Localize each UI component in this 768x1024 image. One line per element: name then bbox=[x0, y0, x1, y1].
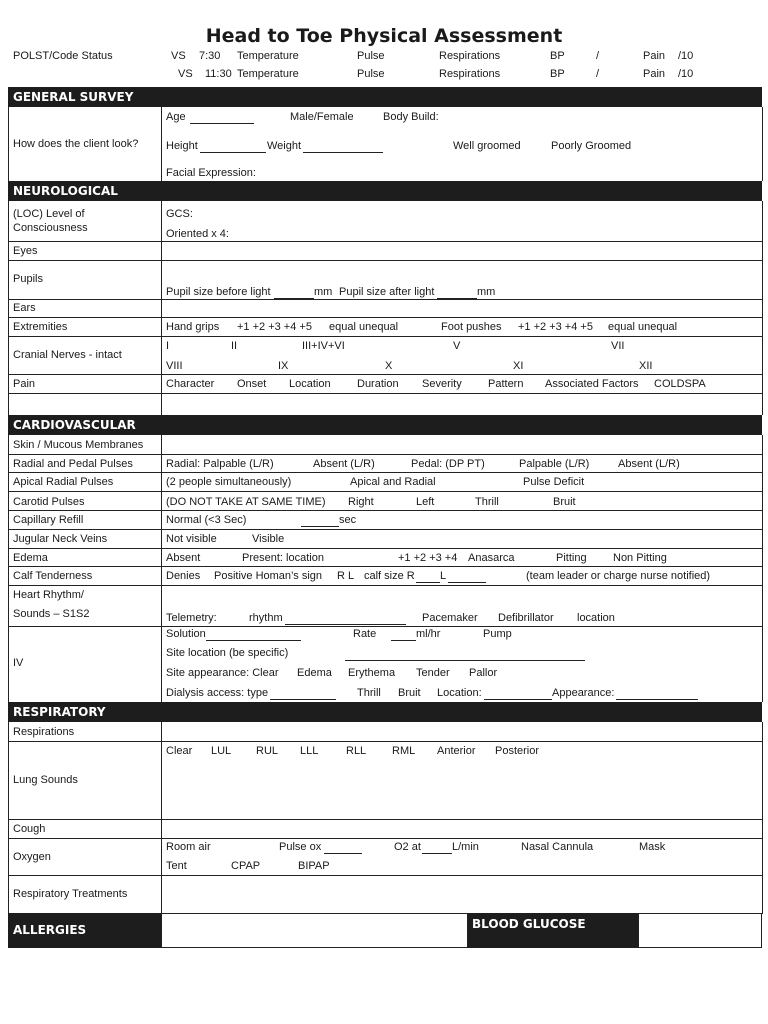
pulse-label: Pulse bbox=[357, 68, 385, 80]
iv-rate-label: Rate bbox=[353, 628, 377, 640]
row-divider bbox=[8, 374, 762, 375]
foot-pushes-equality[interactable]: equal unequal bbox=[608, 321, 678, 333]
row-divider bbox=[8, 626, 762, 627]
jugular-label: Jugular Neck Veins bbox=[13, 533, 108, 545]
table-border bbox=[762, 722, 763, 914]
anasarca-option[interactable]: Anasarca bbox=[468, 552, 515, 564]
polst-label: POLST/Code Status bbox=[13, 50, 113, 62]
site-location-field[interactable] bbox=[345, 660, 585, 661]
temperature-label: Temperature bbox=[237, 50, 299, 62]
dialysis-access-label: Dialysis access: type bbox=[166, 687, 269, 699]
lung-anterior[interactable]: Anterior bbox=[437, 745, 476, 757]
site-appearance-label: Site appearance: Clear bbox=[166, 667, 279, 679]
apical-people: (2 people simultaneously) bbox=[166, 476, 292, 488]
pupil-after-label: Pupil size after light bbox=[339, 286, 435, 298]
respirations-label: Respirations bbox=[439, 50, 501, 62]
site-location-label: Site location (be specific) bbox=[166, 647, 289, 659]
row-divider bbox=[8, 838, 762, 839]
rhythm-label: rhythm bbox=[249, 612, 283, 624]
mm-label: mm bbox=[314, 286, 333, 298]
row-divider bbox=[8, 472, 762, 473]
loc-label: Consciousness bbox=[13, 222, 88, 234]
well-groomed-option[interactable]: Well groomed bbox=[453, 140, 521, 152]
sex-label: Male/Female bbox=[290, 111, 354, 123]
dialysis-location-field[interactable] bbox=[484, 699, 552, 700]
radial-pedal-label: Radial and Pedal Pulses bbox=[13, 458, 133, 470]
table-border bbox=[8, 107, 9, 181]
cranial-nerve-I[interactable]: I bbox=[166, 340, 170, 352]
capillary-refill-label: Capillary Refill bbox=[13, 514, 84, 526]
blood-glucose-header: BLOOD GLUCOSE bbox=[468, 913, 638, 948]
heart-sounds-label: Sounds – S1S2 bbox=[13, 608, 90, 620]
age-label: Age bbox=[166, 111, 186, 123]
homans-sign[interactable]: Positive Homan’s sign bbox=[214, 570, 323, 582]
apical-and-radial: Apical and Radial bbox=[350, 476, 436, 488]
dialysis-bruit[interactable]: Bruit bbox=[398, 687, 421, 699]
calf-size-right: calf size R bbox=[364, 570, 415, 582]
sec-label: sec bbox=[339, 514, 357, 526]
cranial-nerve-III-IV-VI[interactable]: III+IV+VI bbox=[302, 340, 345, 352]
vs-time: 11:30 bbox=[205, 68, 232, 80]
tent-option[interactable]: Tent bbox=[166, 860, 187, 872]
radial-palpable: Radial: Palpable (L/R) bbox=[166, 458, 274, 470]
table-border bbox=[8, 435, 9, 702]
carotid-thrill[interactable]: Thrill bbox=[475, 496, 499, 508]
appearance-field[interactable] bbox=[616, 699, 698, 700]
hand-grips-scale[interactable]: +1 +2 +3 +4 +5 bbox=[237, 321, 312, 333]
cough-label: Cough bbox=[13, 823, 46, 835]
apical-radial-label: Apical Radial Pulses bbox=[13, 476, 114, 488]
pain-scale: /10 bbox=[678, 68, 694, 80]
column-divider bbox=[161, 435, 162, 702]
height-label: Height bbox=[166, 140, 198, 152]
foot-pushes-scale[interactable]: +1 +2 +3 +4 +5 bbox=[518, 321, 593, 333]
radial-absent: Absent (L/R) bbox=[313, 458, 375, 470]
pitting-option[interactable]: Pitting bbox=[556, 552, 587, 564]
hand-grips-label: Hand grips bbox=[166, 321, 220, 333]
capillary-normal: Normal (<3 Sec) bbox=[166, 514, 247, 526]
iv-rate-field[interactable] bbox=[391, 640, 416, 641]
dialysis-type-field[interactable] bbox=[270, 699, 336, 700]
carotid-left[interactable]: Left bbox=[416, 496, 435, 508]
respirations-row-label: Respirations bbox=[13, 726, 75, 738]
row-divider bbox=[8, 299, 762, 300]
allergies-header: ALLERGIES bbox=[8, 913, 161, 948]
gcs-label: GCS: bbox=[166, 208, 193, 220]
pupils-label: Pupils bbox=[13, 273, 43, 285]
row-divider bbox=[8, 819, 762, 820]
pedal-absent: Absent (L/R) bbox=[618, 458, 680, 470]
dialysis-thrill[interactable]: Thrill bbox=[357, 687, 381, 699]
pulse-label: Pulse bbox=[357, 50, 385, 62]
coldspa-label: COLDSPA bbox=[654, 378, 706, 390]
pallor-option[interactable]: Pallor bbox=[469, 667, 498, 679]
cranial-nerve-II[interactable]: II bbox=[231, 340, 238, 352]
cranial-nerve-XII[interactable]: XII bbox=[639, 360, 653, 372]
weight-field[interactable] bbox=[303, 152, 383, 153]
section-cardiovascular: CARDIOVASCULAR bbox=[8, 415, 762, 435]
vs-label: VS bbox=[178, 68, 193, 80]
hand-grips-equality[interactable]: equal unequal bbox=[329, 321, 399, 333]
lung-lll[interactable]: LLL bbox=[300, 745, 319, 757]
row-divider bbox=[8, 241, 762, 242]
pain-scale: /10 bbox=[678, 50, 694, 62]
ears-label: Ears bbox=[13, 302, 36, 314]
pulse-ox-field[interactable] bbox=[324, 853, 362, 854]
row-divider bbox=[8, 393, 762, 394]
defibrillator-option[interactable]: Defibrillator bbox=[498, 612, 554, 624]
page-title: Head to Toe Physical Assessment bbox=[205, 25, 563, 47]
pain-associated-factors: Associated Factors bbox=[545, 378, 639, 390]
telemetry-label: Telemetry: bbox=[166, 612, 217, 624]
pump-option[interactable]: Pump bbox=[483, 628, 512, 640]
row-divider bbox=[8, 317, 762, 318]
pacemaker-option[interactable]: Pacemaker bbox=[422, 612, 478, 624]
non-pitting-option[interactable]: Non Pitting bbox=[613, 552, 667, 564]
weight-label: Weight bbox=[267, 140, 302, 152]
pain-label: Pain bbox=[643, 50, 666, 62]
loc-label: (LOC) Level of bbox=[13, 208, 85, 220]
blood-glucose-field[interactable] bbox=[638, 913, 762, 948]
calf-size-left-field[interactable] bbox=[448, 582, 486, 583]
respiratory-treatments-label: Respiratory Treatments bbox=[13, 888, 128, 900]
allergies-field[interactable] bbox=[161, 913, 468, 948]
pain-location: Location bbox=[289, 378, 331, 390]
o2-rate-field[interactable] bbox=[422, 853, 452, 854]
pain-severity: Severity bbox=[422, 378, 462, 390]
calf-rl[interactable]: R L bbox=[337, 570, 355, 582]
bipap-option[interactable]: BIPAP bbox=[298, 860, 330, 872]
iv-solution-field[interactable] bbox=[206, 640, 301, 641]
table-border bbox=[762, 435, 763, 702]
bp-slash: / bbox=[596, 68, 600, 80]
column-divider bbox=[161, 107, 162, 181]
lung-clear[interactable]: Clear bbox=[166, 745, 193, 757]
row-divider bbox=[8, 510, 762, 511]
row-divider bbox=[8, 875, 762, 876]
lung-rll[interactable]: RLL bbox=[346, 745, 367, 757]
vs-time: 7:30 bbox=[199, 50, 221, 62]
row-divider bbox=[8, 454, 762, 455]
row-divider bbox=[8, 548, 762, 549]
column-divider bbox=[161, 201, 162, 415]
pulse-ox-label: Pulse ox bbox=[279, 841, 322, 853]
section-general-survey: GENERAL SURVEY bbox=[8, 87, 762, 107]
temperature-label: Temperature bbox=[237, 68, 299, 80]
body-build-label: Body Build: bbox=[383, 111, 439, 123]
pedal-palpable: Palpable (L/R) bbox=[519, 458, 590, 470]
carotid-note: (DO NOT TAKE AT SAME TIME) bbox=[166, 496, 326, 508]
edema-label: Edema bbox=[13, 552, 48, 564]
cpap-option[interactable]: CPAP bbox=[231, 860, 261, 872]
cranial-nerves-label: Cranial Nerves - intact bbox=[13, 349, 122, 361]
pain-label: Pain bbox=[643, 68, 666, 80]
section-respiratory: RESPIRATORY bbox=[8, 702, 762, 722]
cranial-nerve-X[interactable]: X bbox=[385, 360, 393, 372]
row-divider bbox=[8, 260, 762, 261]
respirations-label: Respirations bbox=[439, 68, 501, 80]
carotid-bruit[interactable]: Bruit bbox=[553, 496, 576, 508]
row-divider bbox=[8, 741, 762, 742]
edema-absent[interactable]: Absent bbox=[166, 552, 201, 564]
calf-size-right-field[interactable] bbox=[416, 582, 440, 583]
extremities-label: Extremities bbox=[13, 321, 68, 333]
pain-duration: Duration bbox=[357, 378, 399, 390]
lung-posterior[interactable]: Posterior bbox=[495, 745, 540, 757]
visible-option[interactable]: Visible bbox=[252, 533, 285, 545]
not-visible-option[interactable]: Not visible bbox=[166, 533, 217, 545]
pupil-before-label: Pupil size before light bbox=[166, 286, 271, 298]
section-neurological: NEUROLOGICAL bbox=[8, 181, 762, 201]
nasal-cannula-option[interactable]: Nasal Cannula bbox=[521, 841, 594, 853]
row-divider bbox=[8, 529, 762, 530]
row-divider bbox=[8, 566, 762, 567]
iv-solution-label: Solution bbox=[166, 628, 206, 640]
notify-note: (team leader or charge nurse notified) bbox=[526, 570, 711, 582]
lung-lul[interactable]: LUL bbox=[211, 745, 232, 757]
edema-scale[interactable]: +1 +2 +3 +4 bbox=[398, 552, 458, 564]
foot-pushes-label: Foot pushes bbox=[441, 321, 502, 333]
bp-label: BP bbox=[550, 68, 565, 80]
calf-tenderness-label: Calf Tenderness bbox=[13, 570, 93, 582]
tender-option[interactable]: Tender bbox=[416, 667, 450, 679]
column-divider bbox=[161, 722, 162, 914]
pain-onset: Onset bbox=[237, 378, 267, 390]
table-border bbox=[762, 107, 763, 181]
appearance-label: Appearance: bbox=[552, 687, 615, 699]
lung-rml[interactable]: RML bbox=[392, 745, 416, 757]
l-min-label: L/min bbox=[452, 841, 479, 853]
skin-label: Skin / Mucous Membranes bbox=[13, 439, 144, 451]
height-field[interactable] bbox=[200, 152, 266, 153]
calf-size-left: L bbox=[440, 570, 447, 582]
edema-present: Present: location bbox=[242, 552, 324, 564]
row-divider bbox=[8, 336, 762, 337]
table-border bbox=[8, 201, 9, 415]
rhythm-field[interactable] bbox=[285, 624, 406, 625]
table-border bbox=[8, 722, 9, 914]
cranial-nerve-IX[interactable]: IX bbox=[278, 360, 289, 372]
bp-label: BP bbox=[550, 50, 565, 62]
iv-edema-option[interactable]: Edema bbox=[297, 667, 332, 679]
carotid-right[interactable]: Right bbox=[348, 496, 374, 508]
lung-rul[interactable]: RUL bbox=[256, 745, 279, 757]
capillary-seconds-field[interactable] bbox=[301, 526, 339, 527]
pedal-label: Pedal: (DP PT) bbox=[411, 458, 485, 470]
pulse-deficit: Pulse Deficit bbox=[523, 476, 585, 488]
bp-slash: / bbox=[596, 50, 600, 62]
mask-option[interactable]: Mask bbox=[639, 841, 666, 853]
room-air-option[interactable]: Room air bbox=[166, 841, 211, 853]
row-divider bbox=[8, 491, 762, 492]
lung-sounds-label: Lung Sounds bbox=[13, 774, 78, 786]
ml-hr-label: ml/hr bbox=[416, 628, 441, 640]
poorly-groomed-option[interactable]: Poorly Groomed bbox=[551, 140, 632, 152]
carotid-label: Carotid Pulses bbox=[13, 496, 85, 508]
dialysis-location-label: Location: bbox=[437, 687, 482, 699]
pain-pattern: Pattern bbox=[488, 378, 524, 390]
cranial-nerve-XI[interactable]: XI bbox=[513, 360, 524, 372]
denies-option[interactable]: Denies bbox=[166, 570, 201, 582]
erythema-option[interactable]: Erythema bbox=[348, 667, 396, 679]
oxygen-label: Oxygen bbox=[13, 851, 51, 863]
general-label: How does the client look? bbox=[13, 138, 139, 150]
mm-label: mm bbox=[477, 286, 496, 298]
facial-expression-label: Facial Expression: bbox=[166, 167, 256, 179]
age-field[interactable] bbox=[190, 123, 254, 124]
table-border bbox=[762, 201, 763, 415]
oriented-label: Oriented x 4: bbox=[166, 228, 229, 240]
cranial-nerve-VIII[interactable]: VIII bbox=[166, 360, 183, 372]
row-divider bbox=[8, 585, 762, 586]
cranial-nerve-V[interactable]: V bbox=[453, 340, 461, 352]
vs-label: VS bbox=[171, 50, 186, 62]
iv-label: IV bbox=[13, 657, 24, 669]
eyes-label: Eyes bbox=[13, 245, 38, 257]
pain-label: Pain bbox=[13, 378, 36, 390]
o2-at-label: O2 at bbox=[394, 841, 421, 853]
heart-rhythm-label: Heart Rhythm/ bbox=[13, 589, 84, 601]
cranial-nerve-VII[interactable]: VII bbox=[611, 340, 625, 352]
device-location-label: location bbox=[577, 612, 615, 624]
pain-character: Character bbox=[166, 378, 215, 390]
